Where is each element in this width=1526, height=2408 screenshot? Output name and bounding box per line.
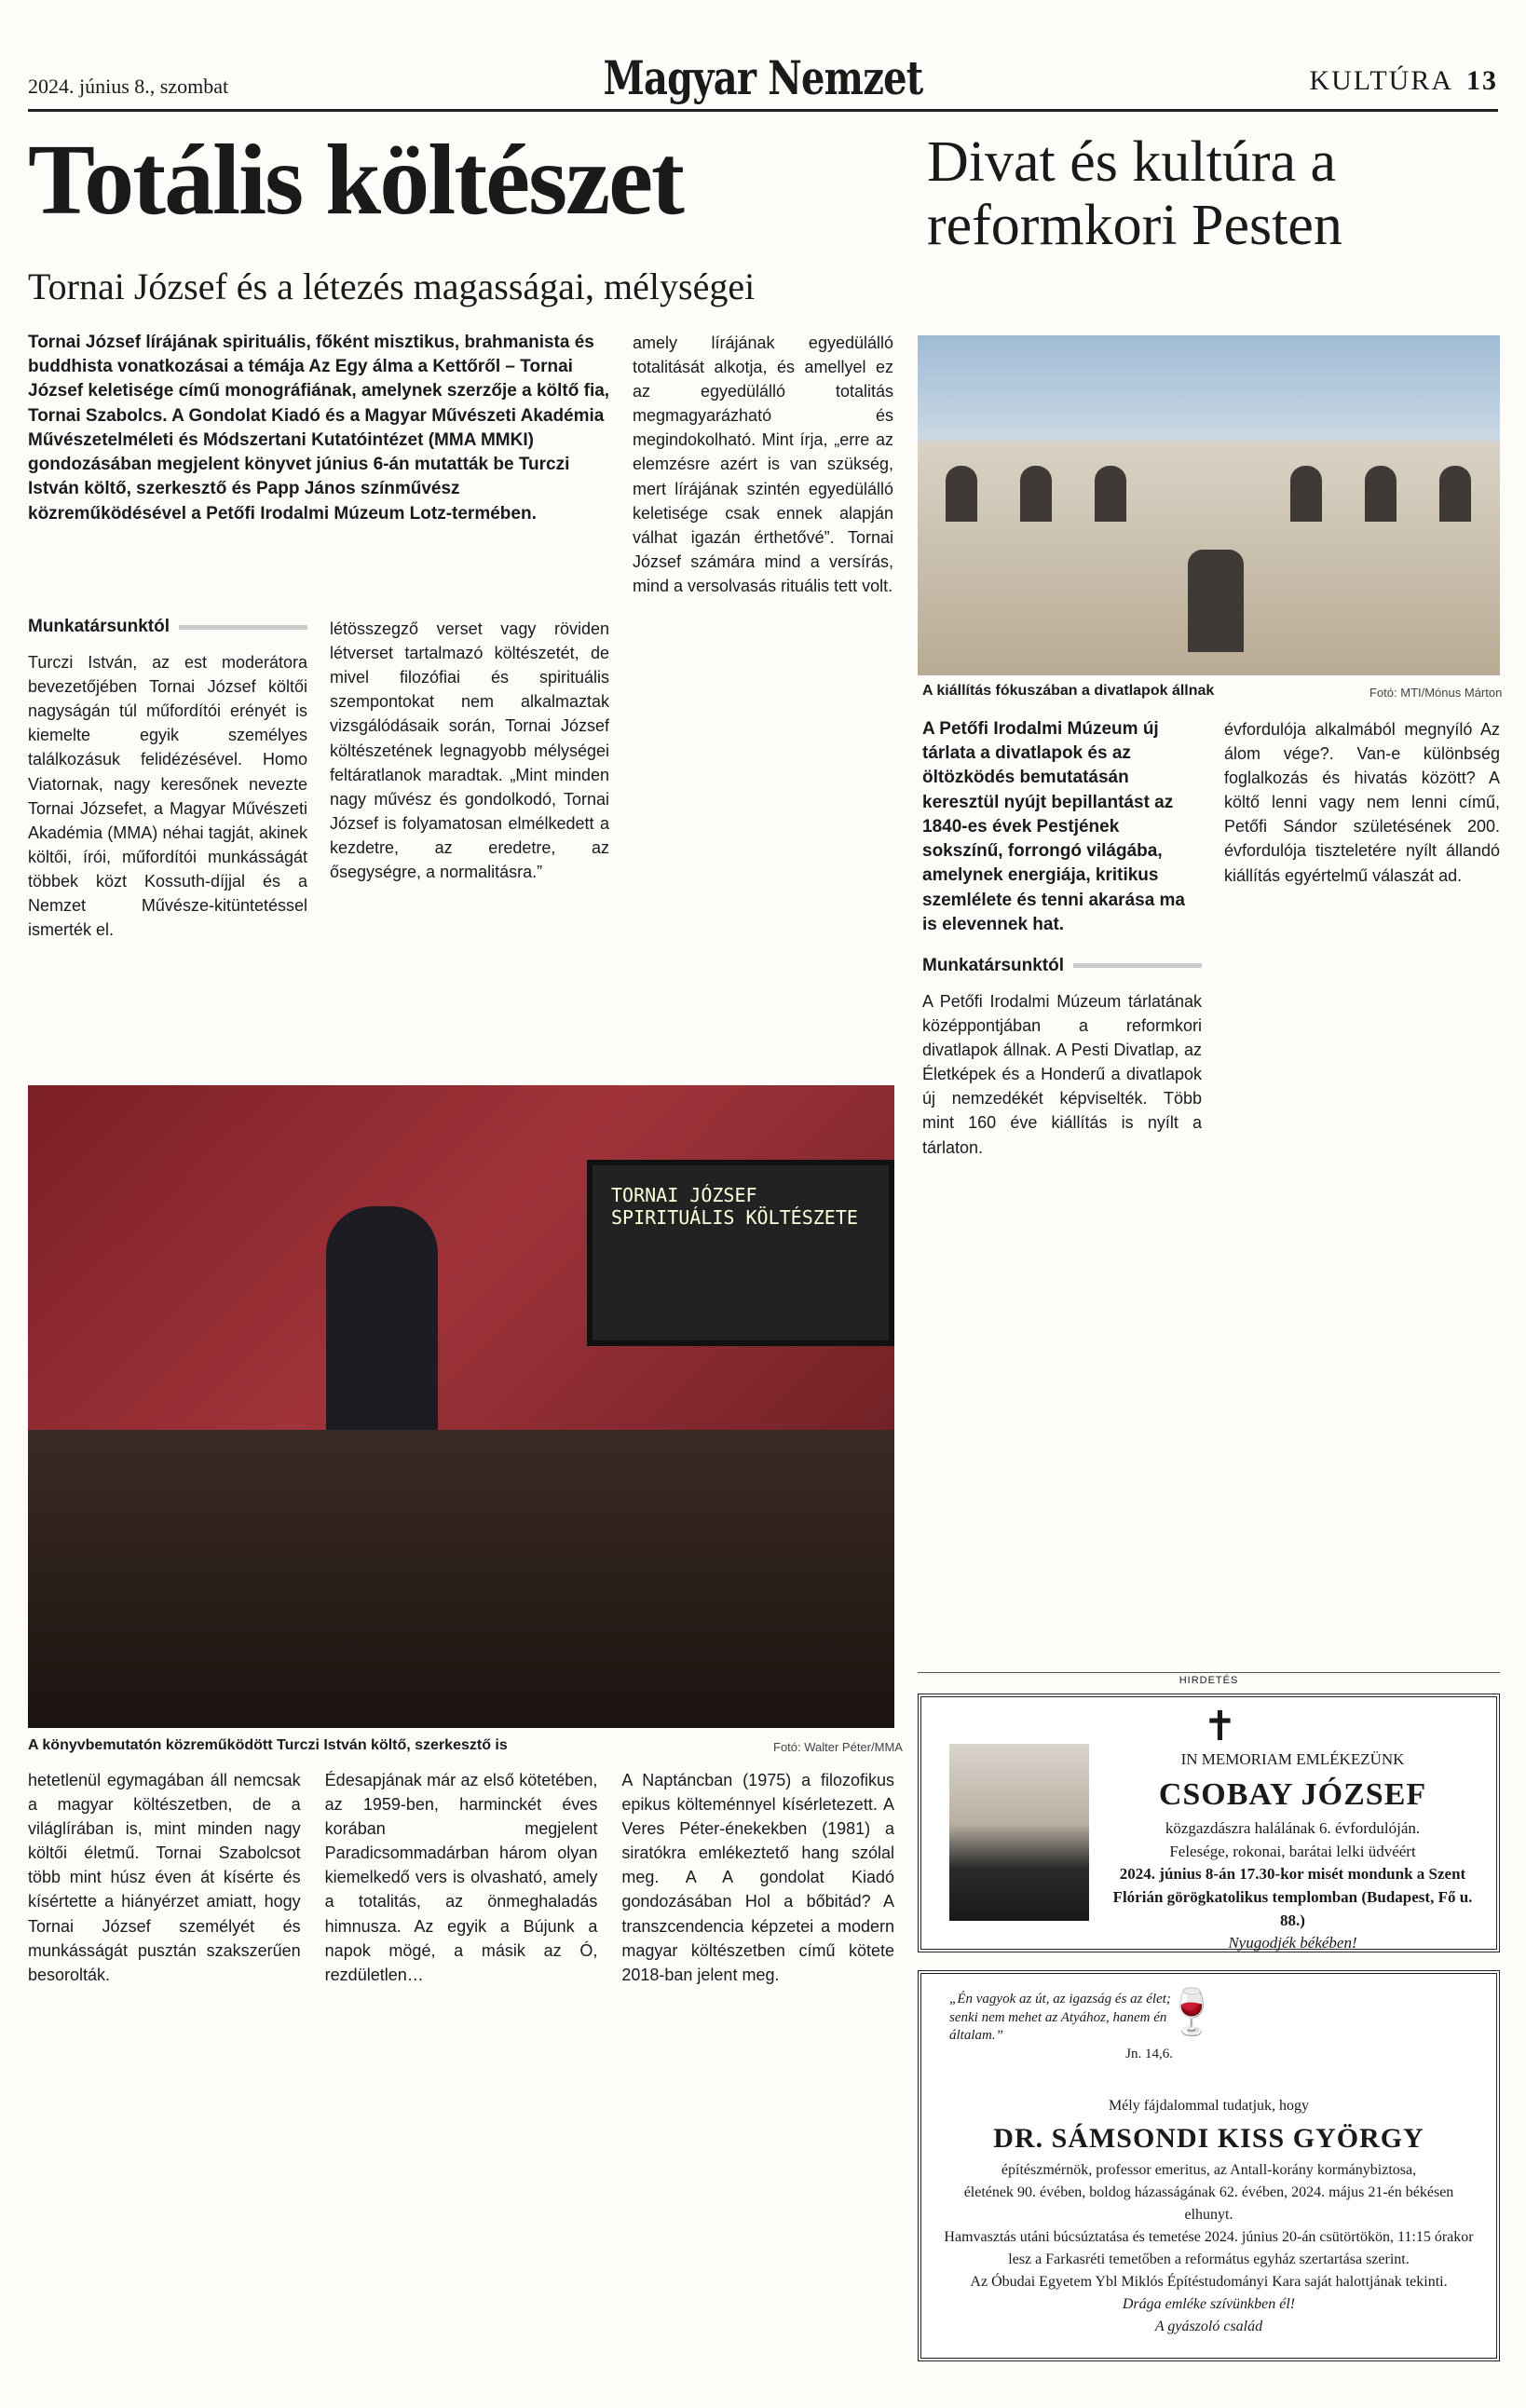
audience [28, 1430, 894, 1728]
obituary-content [940, 2095, 1478, 2338]
chalice-icon: 🍷 [1164, 1988, 1219, 2037]
article-headline: Totális költészet [28, 125, 683, 236]
projection-screen [587, 1160, 894, 1346]
section-label [1309, 65, 1498, 97]
body-text: Turczi István, az est moderátora bevezetőjében Tornai József költői nagyságán túl műfordítói erényét is kiemelte egyik személyes találkozásuk felidézésével. Homo Viatornak, nagy keresőnek nevezte Tornai Józsefet, a Magyar Művészeti Akadémia (MMA) néhai tagját, akinek költői, írói, műfordítói munkásságát többek közt Kossuth-díjjal és a Nemzet Művésze-kitüntetéssel ismerték el. [28, 653, 307, 940]
obituary-box-1 [918, 1694, 1500, 1952]
secondary-col-1 [922, 717, 1202, 1160]
obituary-line: életének 90. évében, boldog házasságának 62. évében, 2024. május 21-én békésen elhunyt. [963, 2184, 1454, 2223]
obituary-line: közgazdászra halálának 6. évfordulóján. [1165, 1818, 1421, 1837]
lead-side-column: amely lírájának egyedülálló totalitását alkotja, és amellyel ez az egyedülálló totalitás megmagyarázható és megindokolható. Mint írja, „erre az elemzésre azért is van szükség, mert lírájának szintén egyedülálló keletisége csak ennek alapján válhat igazán érthetővé”. Tornai József számára mind a versírás, mind a versolvasás rituális tett volt. [633, 333, 893, 595]
body-text: A Petőfi Irodalmi Múzeum tárlatának középpontjában a reformkori divatlapok állnak. A Pesti Divatlap, az Életképek és a Honderű a divatlapok új nemzedékét képviselték. Több mint 160 éve kiállítás is nyílt a tárlaton. [922, 991, 1202, 1157]
byline: Munkatársunktól [28, 617, 307, 637]
body-text: hetetlenül egymagában áll nemcsak a magyar költészetben, de a világlírában is, mint minden nagy költői életmű. Tornai Szabolcsot több mint húsz éven át kísérte és kísértette a hiányérzet amiatt, hogy Tornai József személyét és munkásságát pusztán szakszerűen besorolták. [28, 1771, 301, 1984]
obituary-content [1108, 1748, 1478, 1955]
secondary-body [922, 717, 1500, 1160]
masthead-logo: Magyar Nemzet [603, 50, 923, 105]
obituary-name: DR. SÁMSONDI KISS GYÖRGY [993, 2123, 1424, 2154]
body-col-2 [330, 598, 609, 942]
obituary-closing: Nyugodjék békében! [1228, 1934, 1357, 1952]
page-header [28, 50, 1498, 112]
byline: Munkatársunktól [922, 956, 1202, 976]
lead-row [28, 331, 894, 598]
body-col-1 [28, 598, 307, 942]
building-window [1290, 466, 1322, 522]
obituary-box-2 [918, 1970, 1500, 2361]
cross-icon: ✝ [1203, 1704, 1237, 1749]
obituary-line: 2024. június 8-án 17.30-kor misét mondunk a Szent Flórián görögkatolikus templomban (Budapest, Fő u. 88.) [1112, 1865, 1473, 1929]
photo-caption: A kiállítás fókuszában a divatlapok állnak [922, 683, 1215, 699]
obituary-intro: IN MEMORIAM EMLÉKEZÜNK [1180, 1750, 1405, 1768]
screen-text: TORNAI JÓZSEF SPIRITUÁLIS KÖLTÉSZETE [611, 1184, 858, 1229]
article-secondary [918, 130, 1500, 257]
issue-date: 2024. június 8., szombat [28, 75, 229, 98]
body-text: A Naptáncban (1975) a filozofikus epikus költeménnyel kísérletezett. A Veres Péter-énekekben (1981) a siratókra emlékeztető hang szólal meg. A A gondolat Kiadó gondozásában Hol a bőbitád? A transzcendencia képzetei a modern magyar költészetben című kötete 2018-ban jelent meg. [621, 1771, 895, 1984]
quote-text: „Én vagyok az út, az igazság és az élet; senki nem mehet az Atyához, hanem én általam.” [949, 1992, 1171, 2043]
photo-credit: Fotó: MTI/Mónus Márton [1369, 686, 1503, 700]
building-entrance [1188, 550, 1244, 652]
obituary-line: Hamvasztás utáni búcsúztatása és temetése 2024. június 20-án csütörtökön, 11:15 órakor lesz a Farkasréti temetőben a református egyház szertartása szerint. [944, 2229, 1474, 2267]
building-window [1095, 466, 1126, 522]
building-window [1020, 466, 1052, 522]
quote-ref: Jn. 14,6. [1125, 2046, 1173, 2061]
secondary-col-2 [1224, 717, 1500, 1160]
secondary-headline: Divat és kultúra a reformkori Pesten [927, 130, 1342, 258]
article-subhead: Tornai József és a létezés magasságai, mélységei [28, 265, 756, 307]
ad-label: HIRDETÉS [918, 1672, 1500, 1686]
building-window [946, 466, 977, 522]
obituary-line: Felesége, rokonai, barátai lelki üdvéért [1169, 1842, 1416, 1860]
article-continuation [28, 1768, 894, 1987]
body-text: évfordulója alkalmából megnyíló Az álom vége?. Van-e különbség foglalkozás és hivatás között? A költő lenni vagy nem lenni című, Petőfi Sándor születésének 200. évfordulója tiszteletére nyílt állandó kiállítás egyértelmű válaszát ad. [1224, 720, 1500, 885]
article-main [28, 125, 894, 942]
body-text: Édesapjának már az első kötetében, az 1959-ben, harminckét éves korában megjelent Paradicsommadárban három olyan kiemelkedő vers is olvasható, amely a totalitás, az önmeghaladás himnusza. Az egyik a Bújunk a napok mögé, a másik az Ó, rezdületlen… [324, 1771, 598, 1984]
museum-photo [918, 335, 1500, 675]
obituary-line: építészmérnök, professor emeritus, az Antall-korány kormánybiztosa, [1001, 2162, 1417, 2178]
obituary-name: CSOBAY JÓZSEF [1158, 1776, 1427, 1812]
article-lead: Tornai József lírájának spirituális, főként misztikus, brahmanista és buddhista vonatkozásai a témája Az Egy álma a Kettőről – Tornai József keletisége című monográfiának, amelynek szerzője a költő fia, Tornai Szabolcs. A Gondolat Kiadó és a Magyar Művészeti Akadémia Művészetelméleti és Módszertani Kutatóintézet (MMA MMKI) gondozásában megjelent könyvet június 6-án mutatták be Turczi István költő, szerkesztő és Papp János színművész közreműködésével a Petőfi Irodalmi Múzeum Lotz-termében. [28, 333, 610, 524]
event-photo [28, 1085, 894, 1728]
section-name: KULTÚRA [1309, 65, 1453, 96]
building-window [1365, 466, 1397, 522]
secondary-lead: A Petőfi Irodalmi Múzeum új tárlata a divatlapok és az öltözködés bemutatásán keresztül nyújt bepillantást az 1840-es évek Pestjének sokszínű, forrongó világába, amelynek energiája, kritikus szemlélete és tenni akarása ma is elevennek hat. [922, 719, 1186, 934]
body-row [28, 598, 894, 942]
bible-quote [949, 1991, 1173, 2063]
photo-credit: Fotó: Walter Péter/MMA [773, 1740, 903, 1754]
obituary-closing: A gyászoló család [1154, 2319, 1263, 2334]
obituary-intro: Mély fájdalommal tudatjuk, hogy [1108, 2098, 1310, 2114]
obituary-line: Az Óbudai Egyetem Ybl Miklós Építéstudományi Kara saját halottjának tekinti. [970, 2274, 1448, 2290]
photo-caption: A könyvbemutatón közreműködött Turczi István költő, szerkesztő is [28, 1737, 508, 1753]
page-number: 13 [1466, 65, 1498, 96]
building-window [1439, 466, 1471, 522]
body-text: létösszegző verset vagy röviden létverset tartalmazó költészetét, de mivel filozófiai és spirituális szempontokat nem alkalmaztak vizsgálódásaik során, Tornai József költészetének legnagyobb mélységei feltáratlanok maradtak. „Mint minden nagy művész és gondolkodó, Tornai József is folyamatosan elmélkedett a kezdetre, az eredetre, az ősegységre, a normalitásra.” [330, 619, 609, 881]
portrait-photo [949, 1744, 1089, 1921]
obituary-line: Drága emléke szívünkben él! [1122, 2296, 1296, 2312]
